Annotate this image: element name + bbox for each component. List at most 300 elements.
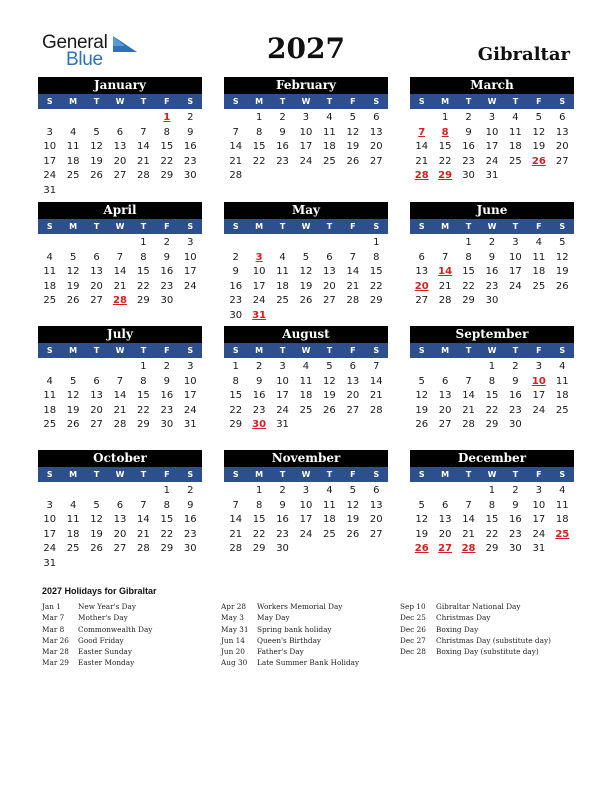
day: 22: [485, 528, 499, 540]
logo-blue-text: Blue: [66, 49, 103, 70]
holiday-row: [400, 612, 579, 623]
holiday-date: Jun 20: [221, 647, 245, 657]
holiday-day: 30: [252, 419, 267, 430]
weekday-label: S: [46, 97, 53, 106]
day: 5: [535, 112, 543, 123]
holiday-name: Boxing Day (substitute day): [436, 647, 539, 657]
day: 2: [163, 237, 171, 248]
day: 13: [323, 266, 336, 277]
weekday-label: M: [441, 97, 450, 106]
weekday-label: F: [164, 346, 170, 355]
day-grid: [224, 111, 388, 184]
weekday-label: T: [140, 97, 147, 106]
day: 3: [187, 237, 194, 248]
day-grid: [410, 111, 574, 184]
day-grid: [410, 484, 574, 557]
weekday-label: S: [232, 97, 239, 106]
day: 27: [415, 295, 429, 306]
day: 19: [299, 280, 313, 292]
day: 6: [116, 126, 124, 138]
day: 17: [509, 266, 522, 277]
day: 30: [183, 543, 197, 554]
day: 25: [66, 543, 80, 554]
weekday-label: W: [301, 97, 311, 106]
day: 21: [113, 404, 127, 416]
weekday-label: M: [441, 470, 450, 479]
holiday-date: Jun 14: [221, 635, 245, 645]
day: 11: [43, 266, 57, 277]
holiday-date: Dec 28: [400, 647, 426, 657]
weekday-label: T: [279, 97, 286, 106]
day: 2: [512, 361, 519, 372]
empty-cell: [457, 360, 480, 375]
empty-cell: [224, 236, 247, 251]
day: 4: [512, 112, 519, 123]
day: 30: [229, 309, 243, 321]
day-grid: [38, 236, 202, 309]
day: 2: [465, 112, 472, 123]
day: 15: [252, 141, 266, 152]
empty-cell: [433, 360, 456, 375]
holiday-day: 1: [163, 112, 171, 123]
weekday-label: T: [465, 346, 472, 355]
day: 5: [326, 361, 333, 372]
day: 12: [415, 390, 429, 401]
weekday-label: S: [46, 346, 53, 355]
weekday-label: S: [46, 222, 53, 231]
day: 24: [485, 155, 499, 167]
day: 4: [326, 485, 333, 496]
holiday-date: Aug 30: [221, 658, 248, 668]
weekday-header: [224, 343, 388, 358]
day: 10: [532, 499, 546, 511]
day: 15: [137, 390, 150, 401]
weekday-label: W: [487, 346, 497, 355]
holiday-name: Good Friday: [78, 635, 124, 645]
day: 25: [43, 419, 57, 430]
day: 15: [137, 266, 150, 277]
holiday-date: Jan 1: [42, 602, 61, 611]
day: 16: [183, 141, 197, 152]
day: 23: [485, 280, 499, 292]
day: 10: [43, 141, 57, 152]
day: 6: [373, 112, 380, 123]
day: 19: [415, 528, 429, 540]
weekday-header: [224, 467, 388, 482]
holiday-row: [42, 624, 221, 635]
day: 15: [462, 266, 475, 277]
day: 9: [512, 499, 519, 511]
day: 18: [555, 390, 569, 401]
holiday-name: Mother's Day: [78, 613, 128, 623]
weekday-label: S: [373, 97, 380, 106]
day: 4: [559, 361, 566, 372]
day: 25: [323, 528, 336, 540]
day: 5: [559, 237, 566, 248]
empty-cell: [108, 360, 131, 375]
day: 19: [532, 141, 546, 152]
day: 3: [46, 126, 53, 138]
day: 7: [140, 126, 147, 138]
day: 29: [369, 295, 383, 306]
day: 19: [66, 280, 80, 292]
holiday-date: Dec 25: [400, 613, 426, 623]
weekday-label: T: [326, 97, 333, 106]
day: 29: [160, 543, 174, 554]
weekday-label: S: [373, 470, 380, 479]
empty-cell: [410, 360, 433, 375]
weekday-header: [410, 94, 574, 109]
day: 9: [163, 251, 171, 263]
day: 31: [43, 184, 57, 196]
holiday-row: [400, 635, 579, 646]
day: 28: [346, 295, 360, 306]
weekday-label: T: [512, 470, 519, 479]
day: 18: [323, 141, 336, 152]
day: 2: [163, 361, 171, 372]
day: 11: [532, 251, 546, 263]
day: 21: [346, 280, 360, 292]
weekday-label: T: [279, 470, 286, 479]
weekday-label: S: [232, 222, 239, 231]
weekday-label: S: [46, 470, 53, 479]
day-grid: [410, 360, 574, 433]
day: 6: [326, 251, 333, 263]
holiday-day: 28: [461, 543, 476, 554]
day: 18: [276, 280, 289, 292]
holiday-row: [221, 624, 400, 635]
day: 1: [441, 112, 449, 123]
day: 1: [465, 237, 472, 248]
empty-cell: [247, 236, 270, 251]
empty-cell: [271, 236, 294, 251]
day: 5: [302, 251, 310, 263]
day: 8: [488, 375, 496, 387]
weekday-header: [38, 467, 202, 482]
day: 4: [46, 251, 53, 263]
day: 25: [532, 280, 546, 292]
holiday-day: 10: [531, 375, 546, 387]
day: 23: [183, 155, 197, 167]
day: 21: [462, 404, 475, 416]
holiday-row: [221, 612, 400, 623]
day: 29: [252, 543, 266, 554]
day: 14: [229, 514, 243, 525]
holiday-day: 20: [414, 280, 429, 292]
weekday-header: [38, 219, 202, 234]
day: 18: [66, 528, 80, 540]
day: 16: [276, 514, 289, 525]
day: 27: [323, 295, 336, 306]
day: 21: [113, 280, 127, 292]
day: 17: [43, 155, 57, 167]
day-grid: [224, 360, 388, 433]
day: 17: [299, 141, 313, 152]
day: 1: [255, 485, 263, 496]
day: 9: [187, 499, 194, 511]
day: 28: [113, 419, 127, 430]
day: 2: [279, 485, 286, 496]
holidays-section: [42, 586, 582, 669]
day: 23: [509, 528, 522, 540]
day: 24: [509, 280, 522, 292]
weekday-label: M: [255, 97, 264, 106]
month-name: March: [410, 77, 574, 94]
day: 4: [302, 361, 310, 372]
day: 14: [113, 266, 127, 277]
weekday-label: W: [301, 222, 311, 231]
day: 4: [46, 375, 53, 387]
day: 20: [555, 141, 569, 152]
day: 12: [90, 141, 103, 152]
day: 19: [90, 155, 103, 167]
day: 26: [90, 170, 103, 181]
day: 25: [66, 170, 80, 181]
weekday-label: M: [69, 222, 78, 231]
day-grid: [224, 484, 388, 557]
day: 20: [369, 514, 383, 525]
month-name: June: [410, 202, 574, 219]
day: 24: [299, 528, 313, 540]
day: 21: [438, 280, 452, 292]
day: 20: [323, 280, 336, 292]
month-january: [38, 77, 202, 198]
weekday-label: F: [164, 470, 170, 479]
day: 14: [229, 141, 243, 152]
holiday-day: 27: [438, 543, 453, 554]
day: 1: [140, 361, 147, 372]
holiday-name: New Year's Day: [78, 602, 137, 611]
day-grid: [38, 360, 202, 433]
day: 1: [255, 112, 263, 123]
day: 16: [509, 514, 522, 525]
day: 25: [299, 404, 313, 416]
day: 28: [229, 543, 243, 554]
day: 18: [532, 266, 546, 277]
weekday-header: [410, 219, 574, 234]
weekday-label: T: [512, 346, 519, 355]
day: 2: [488, 237, 496, 248]
day: 2: [512, 485, 519, 496]
day: 14: [462, 514, 475, 525]
day: 17: [532, 514, 546, 525]
day: 10: [183, 251, 197, 263]
logo-general-text: General: [42, 32, 108, 53]
empty-cell: [433, 236, 456, 251]
day: 5: [69, 375, 77, 387]
day: 7: [140, 499, 147, 511]
holidays-columns: [42, 601, 582, 669]
month-name: October: [38, 450, 202, 467]
weekday-label: T: [326, 470, 333, 479]
weekday-label: S: [187, 346, 194, 355]
day: 27: [113, 170, 127, 181]
day: 9: [187, 126, 194, 138]
weekday-label: T: [93, 470, 100, 479]
weekday-label: T: [279, 346, 286, 355]
day: 3: [535, 361, 543, 372]
holiday-date: May 31: [221, 624, 249, 634]
day: 10: [43, 514, 57, 525]
day: 21: [229, 528, 243, 540]
empty-cell: [294, 236, 317, 251]
empty-cell: [85, 111, 108, 126]
holiday-name: Workers Memorial Day: [257, 602, 343, 611]
day: 17: [43, 528, 57, 540]
weekday-label: M: [255, 470, 264, 479]
month-october: [38, 450, 202, 571]
day: 30: [509, 419, 522, 430]
holiday-name: Late Summer Bank Holiday: [257, 658, 360, 668]
day: 21: [137, 155, 150, 167]
day: 23: [462, 155, 475, 167]
day: 31: [485, 170, 499, 181]
weekday-label: T: [465, 97, 472, 106]
day: 18: [43, 404, 57, 416]
day: 22: [369, 280, 383, 292]
weekday-label: W: [115, 346, 125, 355]
day: 26: [66, 295, 80, 306]
day: 3: [535, 485, 543, 496]
day: 1: [373, 237, 380, 248]
holiday-date: Sep 10: [400, 602, 426, 611]
holiday-day: 29: [438, 170, 453, 181]
weekday-header: [410, 343, 574, 358]
weekday-label: F: [164, 222, 170, 231]
weekday-label: T: [93, 222, 100, 231]
day: 7: [465, 375, 472, 387]
day: 28: [438, 295, 452, 306]
weekday-label: W: [301, 346, 311, 355]
day: 12: [90, 514, 103, 525]
day: 24: [183, 280, 197, 292]
day: 25: [555, 404, 569, 416]
month-may: [224, 202, 388, 323]
day: 23: [183, 528, 197, 540]
day: 22: [438, 155, 452, 167]
day: 9: [512, 375, 519, 387]
empty-cell: [433, 484, 456, 499]
day: 11: [555, 499, 569, 511]
day: 18: [43, 280, 57, 292]
day: 28: [229, 170, 243, 181]
holiday-day: 25: [555, 528, 570, 540]
day: 30: [462, 170, 475, 181]
holiday-name: Boxing Day: [436, 624, 479, 634]
day: 26: [346, 155, 360, 167]
weekday-label: T: [140, 346, 147, 355]
day: 8: [140, 375, 147, 387]
weekday-label: T: [93, 346, 100, 355]
month-august: [224, 326, 388, 433]
day-grid: [410, 236, 574, 309]
logo-triangle-accent-icon: [113, 36, 125, 46]
day: 27: [438, 419, 452, 430]
weekday-label: T: [279, 222, 286, 231]
day-grid: [224, 236, 388, 323]
day: 30: [276, 543, 289, 554]
day: 21: [137, 528, 150, 540]
month-name: January: [38, 77, 202, 94]
day: 22: [160, 155, 174, 167]
day: 14: [137, 141, 150, 152]
day: 3: [279, 361, 286, 372]
day-grid: [38, 111, 202, 198]
day: 9: [488, 251, 496, 263]
month-june: [410, 202, 574, 309]
day: 9: [279, 499, 286, 511]
day: 8: [232, 375, 239, 387]
day: 24: [43, 170, 57, 181]
month-name: April: [38, 202, 202, 219]
day: 10: [299, 126, 313, 138]
day: 19: [346, 141, 360, 152]
day: 27: [555, 155, 569, 167]
day: 15: [229, 390, 243, 401]
day: 12: [346, 499, 360, 511]
weekday-label: S: [373, 222, 380, 231]
day: 1: [488, 485, 496, 496]
weekday-label: T: [512, 222, 519, 231]
day: 16: [462, 141, 475, 152]
day: 18: [299, 390, 313, 401]
day: 27: [90, 419, 103, 430]
day: 23: [276, 155, 289, 167]
day-grid: [38, 484, 202, 571]
weekday-label: T: [465, 222, 472, 231]
day: 8: [163, 499, 171, 511]
weekday-header: [38, 94, 202, 109]
day: 14: [137, 514, 150, 525]
day: 5: [349, 112, 357, 123]
day: 30: [509, 543, 522, 554]
weekday-label: S: [559, 470, 566, 479]
day: 29: [485, 419, 499, 430]
day: 11: [323, 499, 336, 511]
holiday-row: [221, 646, 400, 657]
day: 11: [66, 514, 80, 525]
holiday-date: May 3: [221, 613, 244, 623]
day: 22: [462, 280, 475, 292]
holiday-date: Dec 26: [400, 624, 426, 634]
empty-cell: [410, 484, 433, 499]
day: 16: [276, 141, 289, 152]
day: 29: [229, 419, 243, 430]
day: 20: [438, 528, 452, 540]
day: 20: [90, 404, 103, 416]
day: 25: [509, 155, 522, 167]
empty-cell: [38, 111, 61, 126]
holiday-row: [42, 601, 221, 612]
day: 22: [485, 404, 499, 416]
empty-cell: [318, 236, 341, 251]
day: 14: [462, 390, 475, 401]
day: 2: [232, 251, 239, 263]
day: 17: [276, 390, 289, 401]
day: 11: [43, 390, 57, 401]
holiday-name: Gibraltar National Day: [436, 602, 521, 611]
day: 20: [113, 528, 127, 540]
day: 3: [302, 112, 310, 123]
holiday-date: Dec 27: [400, 635, 426, 645]
holiday-date: Mar 7: [42, 613, 65, 623]
day: 4: [69, 126, 77, 138]
day: 27: [369, 155, 383, 167]
holiday-day: 3: [255, 251, 263, 263]
holiday-day: 8: [441, 126, 449, 138]
day: 17: [532, 390, 546, 401]
weekday-label: F: [536, 222, 542, 231]
